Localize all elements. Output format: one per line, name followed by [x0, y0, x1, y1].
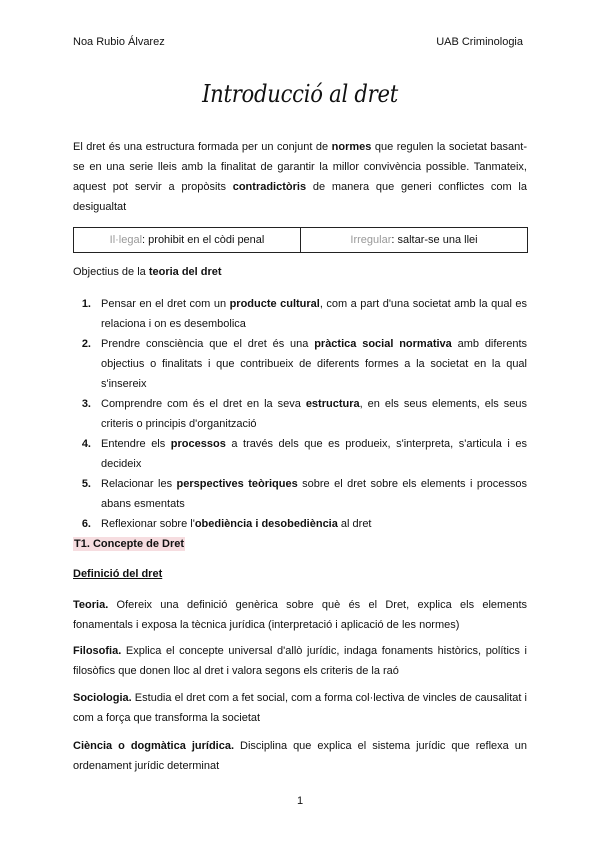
- paragraph-term: Teoria.: [73, 599, 109, 611]
- definition-text: : saltar-se una llei: [391, 234, 478, 246]
- paragraph-term: Ciència o dogmàtica jurídica.: [73, 740, 235, 752]
- list-text: Relacionar les perspectives teòriques sobre el dret sobre els elements i processos abans esmentats: [101, 478, 527, 510]
- definition-cell-irregular: [300, 228, 527, 252]
- list-text: Comprendre com és el dret en la seva estructura, en els seus elements, els seus criteris o principis d'organització: [101, 398, 527, 430]
- paragraph-term: Sociologia.: [73, 692, 132, 704]
- intro-text-2: que regulen la societat basant-se en una serie lleis amb la finalitat de garantir la millor convivència possible. Tanmateix, aquest pot servir a propòsits: [73, 141, 527, 193]
- paragraph-filosofia: [73, 641, 527, 681]
- subsection-title: Definició del dret: [73, 568, 163, 580]
- list-number: 6.: [81, 518, 91, 530]
- definition-term: Irregular: [350, 234, 392, 246]
- page-number: 1: [296, 795, 304, 807]
- document-title: Introducció al dret: [202, 80, 398, 108]
- objectives-heading-prefix: Objectius de la: [73, 266, 149, 278]
- list-text: Reflexionar sobre l'obediència i desobediència al dret: [101, 518, 372, 530]
- list-item: [73, 474, 527, 514]
- objectives-heading: [73, 266, 222, 278]
- intro-text-3: de manera que generi conflictes com la desigualtat: [73, 181, 527, 213]
- paragraph-term: Filosofia.: [73, 645, 122, 657]
- list-item: [73, 514, 527, 534]
- paragraph-text: Estudia el dret com a fet social, com a forma col·lectiva de vincles de causalitat i com a força que transforma la societat: [73, 692, 527, 724]
- list-item: [73, 434, 527, 474]
- list-item: [73, 334, 527, 394]
- intro-paragraph: [73, 137, 527, 217]
- intro-bold-normes: normes: [331, 141, 372, 153]
- list-number: 5.: [81, 478, 91, 490]
- definition-cell-illegal: [74, 228, 300, 252]
- paragraph-text: Disciplina que explica el sistema jurídic que reflexa un ordenament jurídic determinat: [73, 740, 527, 772]
- list-number: 3.: [81, 398, 91, 410]
- list-item: [73, 394, 527, 434]
- objectives-heading-bold: teoria del dret: [148, 266, 222, 278]
- definitions-table: [73, 227, 528, 253]
- paragraph-text: Ofereix una definició genèrica sobre què és el Dret, explica els elements fonamentals i exposa la tècnica jurídica (interpretació i aplicació de les normes): [73, 599, 527, 631]
- list-number: 4.: [81, 438, 91, 450]
- intro-bold-contradictoris: contradictòris: [232, 181, 307, 193]
- list-text: Entendre els processos a través dels que es produeix, s'interpreta, s'articula i es decideix: [101, 438, 527, 470]
- header-author: Noa Rubio Álvarez: [73, 36, 165, 48]
- paragraph-text: Explica el concepte universal d'allò jurídic, indaga fonaments històrics, polítics i filosòfics que donen lloc al dret i valora segons els criteris de la raó: [73, 645, 527, 677]
- definition-term: Il·legal: [109, 234, 143, 246]
- definition-text: : prohibit en el còdi penal: [142, 234, 265, 246]
- list-text: Pensar en el dret com un producte cultural, com a part d'una societat amb la qual es relaciona i on es desembolica: [101, 298, 527, 330]
- paragraph-ciencia: [73, 736, 527, 776]
- objectives-list: [73, 294, 527, 534]
- list-number: 2.: [81, 338, 91, 350]
- list-text: Prendre consciència que el dret és una pràctica social normativa amb diferents objectius o finalitats i que contribueix de diferents formes a la societat en la qual s'insereix: [101, 338, 528, 390]
- list-item: [73, 294, 527, 334]
- header-course: UAB Criminologia: [436, 36, 523, 48]
- paragraph-teoria: [73, 595, 527, 635]
- list-number: 1.: [81, 298, 91, 310]
- section-title-highlight: T1. Concepte de Dret: [74, 538, 185, 550]
- intro-text-1: El dret és una estructura formada per un conjunt de: [73, 141, 332, 153]
- paragraph-sociologia: [73, 688, 527, 728]
